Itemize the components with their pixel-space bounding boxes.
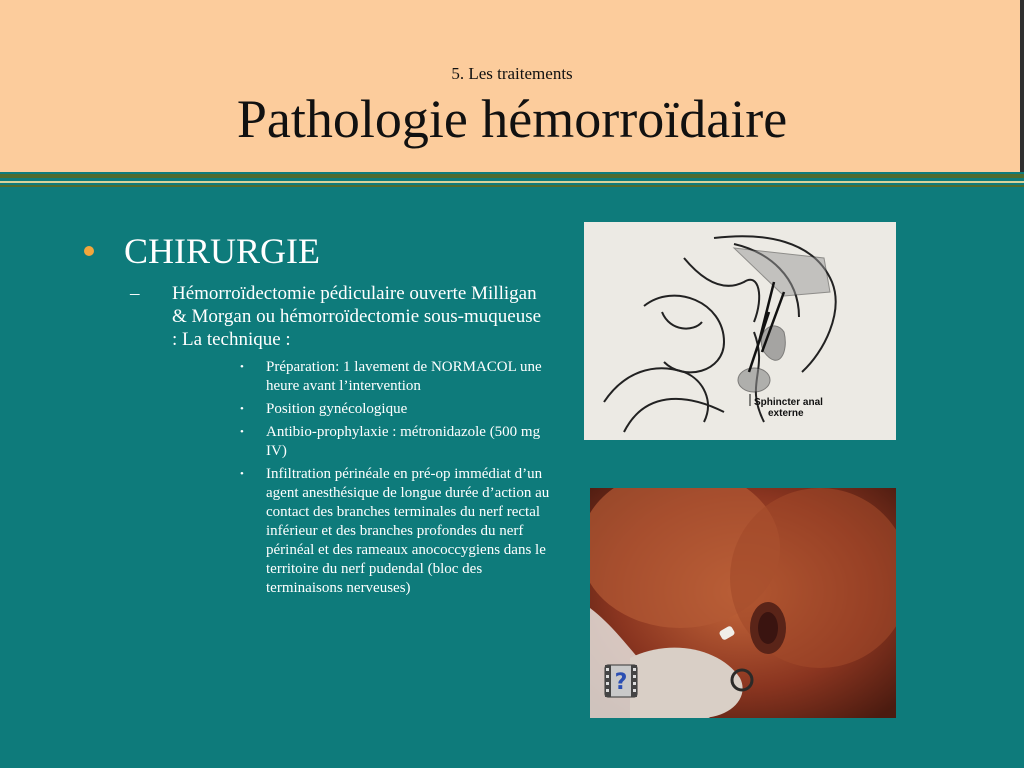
sketch-label-line2: externe [768,408,804,419]
slide-header [0,0,1024,172]
header-rule-dark [0,174,1024,178]
detail-text: Préparation: 1 lavement de NORMACOL une heure avant l’intervention [266,359,542,394]
anatomy-sketch [584,222,896,440]
quicktime-placeholder-icon[interactable] [604,664,638,698]
sub-bullet-text: Hémorroïdectomie pédiculaire ouverte Milligan & Morgan ou hémorroïdectomie sous-muqueuse : La technique : [172,283,542,350]
main-bullet-text: CHIRURGIE [124,231,320,271]
detail-item [240,400,560,419]
slide-title: Pathologie hémorroïdaire [236,89,788,149]
detail-text: Infiltration périnéale en pré-op immédiat d’un agent anesthésique de longue durée d’action au contact des branches terminales du nerf rectal inférieur et des branches profondes du nerf périnéal et des rameaux anococcygiens dans le territoire du nerf pudendal (bloc des terminaisons nerveuses) [266,466,550,596]
detail-item [240,358,560,396]
detail-text: Position gynécologique [266,401,408,417]
sketch-label-line1: Sphincter anal [754,397,823,408]
detail-bullet-icon: • [240,361,244,373]
sub-bullet [130,282,546,351]
detail-item [240,465,560,598]
detail-bullet-icon: • [240,468,244,480]
detail-item [240,423,560,461]
svg-text:?: ? [614,670,628,695]
dash-icon: – [130,283,140,304]
detail-bullet-icon: • [240,426,244,438]
header-rule-dark-2 [0,185,1024,187]
sketch-drawing [584,222,896,440]
detail-bullet-icon: • [240,403,244,415]
main-bullet [84,230,320,272]
section-subtitle: 5. Les traitements [451,64,573,83]
detail-text: Antibio-prophylaxie : métronidazole (500 mg IV) [266,424,541,459]
header-rule-light [0,181,1024,183]
bullet-dot-icon [84,246,94,256]
